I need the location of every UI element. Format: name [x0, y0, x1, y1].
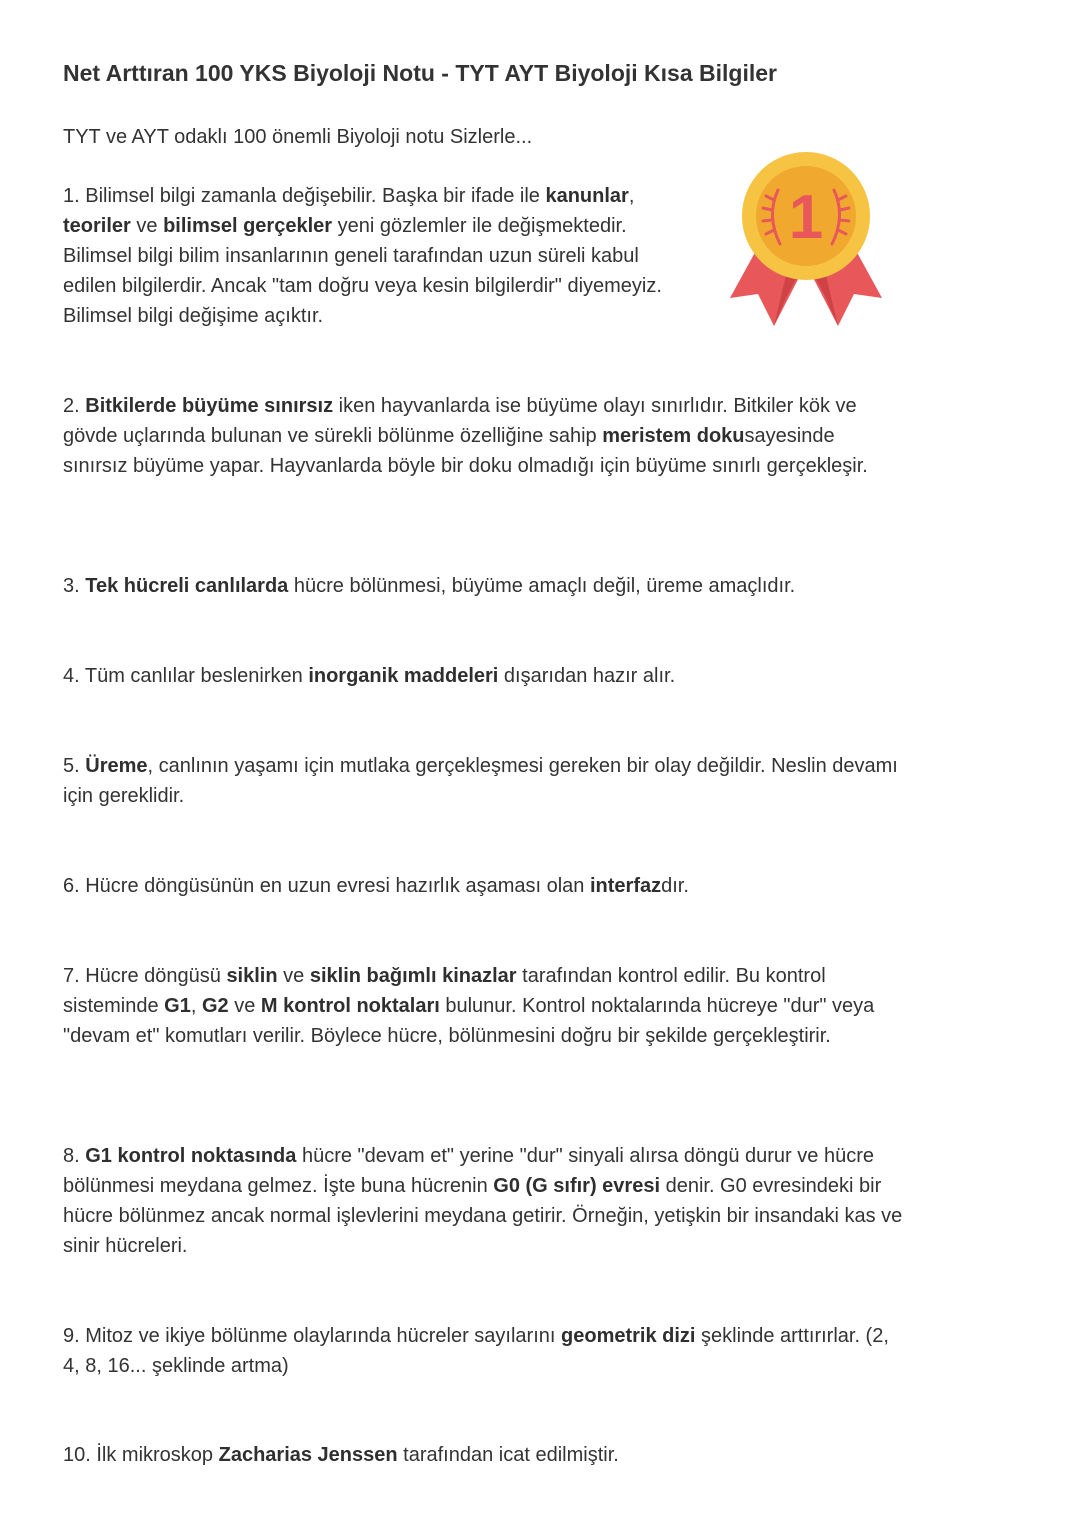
- note-2: 2. Bitkilerde büyüme sınırsız iken hayvanlarda ise büyüme olayı sınırlıdır. Bitkiler kök ve gövde uçlarında bulunan ve sürekli bölünme özelliğine sahip meristem dokusayesinde sınırsız büyüme yapar. Hayvanlarda böyle bir doku olmadığı için büyüme sınırlı gerçekleşir.: [63, 395, 868, 477]
- note-3-term: Tek hücreli canlılarda: [85, 575, 289, 597]
- note-8-term-g1: G1 kontrol noktasında: [85, 1145, 297, 1167]
- note-4: 4. Tüm canlılar beslenirken inorganik maddeleri dışarıdan hazır alır.: [63, 665, 676, 687]
- medal-icon: [730, 148, 882, 330]
- note-1-term-theories: teoriler: [63, 215, 131, 237]
- note-7-term-cyclin: siklin: [226, 965, 278, 987]
- note-6-term: interfaz: [589, 875, 662, 897]
- note-5: 5. Üreme, canlının yaşamı için mutlaka gerçekleşmesi gereken bir olay değildir. Neslin devamı için gereklidir.: [63, 755, 898, 807]
- article-intro: TYT ve AYT odaklı 100 önemli Biyoloji notu Sizlerle...: [63, 126, 533, 148]
- note-2-term-meristem: meristem doku: [602, 425, 745, 447]
- note-9: 9. Mitoz ve ikiye bölünme olaylarında hücreler sayılarını geometrik dizi şeklinde arttırırlar. (2, 4, 8, 16... şeklinde artma): [63, 1325, 889, 1377]
- note-6: 6. Hücre döngüsünün en uzun evresi hazırlık aşaması olan interfazdır.: [63, 875, 689, 897]
- note-1: 1. Bilimsel bilgi zamanla değişebilir. Başka bir ifade ile kanunlar, teoriler ve bilimsel gerçekler yeni gözlemler ile değişmektedir. Bilimsel bilgi bilim insanlarının geneli tarafından uzun süreli kabul edilen bilgilerdir. Ancak "tam doğru veya kesin bilgilerdir" diyemeyiz. Bilimsel bilgi değişime açıktır.: [63, 185, 662, 327]
- note-3: 3. Tek hücreli canlılarda hücre bölünmesi, büyüme amaçlı değil, üreme amaçlıdır.: [63, 575, 796, 597]
- note-1-term-facts: bilimsel gerçekler: [163, 215, 333, 237]
- note-7-term-checkpoints: M kontrol noktaları: [260, 995, 440, 1017]
- note-1-term-laws: kanunlar: [545, 185, 629, 207]
- note-10-term: Zacharias Jenssen: [218, 1444, 398, 1466]
- note-8: 8. G1 kontrol noktasında hücre "devam et" yerine "dur" sinyali alırsa döngü durur ve hücre bölünmesi meydana gelmez. İşte buna hücrenin G0 (G sıfır) evresi denir. G0 evresindeki bir hücre bölünmez ancak normal işlevlerini meydana getirir. Örneğin, yetişkin bir insandaki kas ve sinir hücreleri.: [63, 1145, 903, 1257]
- article-title: Net Arttıran 100 YKS Biyoloji Notu - TYT AYT Biyoloji Kısa Bilgiler: [63, 60, 777, 86]
- note-4-term: inorganik maddeleri: [308, 665, 499, 687]
- note-2-term: Bitkilerde büyüme sınırsız: [85, 395, 334, 417]
- medal-number: 1: [788, 183, 824, 252]
- note-9-term: geometrik dizi: [561, 1325, 696, 1347]
- note-5-term: Üreme: [85, 755, 148, 777]
- note-7-term-g1: G1: [164, 995, 191, 1017]
- note-7-term-kinases: siklin bağımlı kinazlar: [309, 965, 517, 987]
- note-7-term-g2: G2: [201, 995, 229, 1017]
- note-7: 7. Hücre döngüsü siklin ve siklin bağımlı kinazlar tarafından kontrol edilir. Bu kontrol sisteminde G1, G2 ve M kontrol noktaları bulunur. Kontrol noktalarında hücreye "dur" veya "devam et" komutları verilir. Böylece hücre, bölünmesini doğru bir şekilde gerçekleştirir.: [63, 965, 875, 1047]
- note-8-term-g0: G0 (G sıfır) evresi: [493, 1175, 661, 1197]
- note-10: 10. İlk mikroskop Zacharias Jenssen tarafından icat edilmiştir.: [63, 1444, 619, 1466]
